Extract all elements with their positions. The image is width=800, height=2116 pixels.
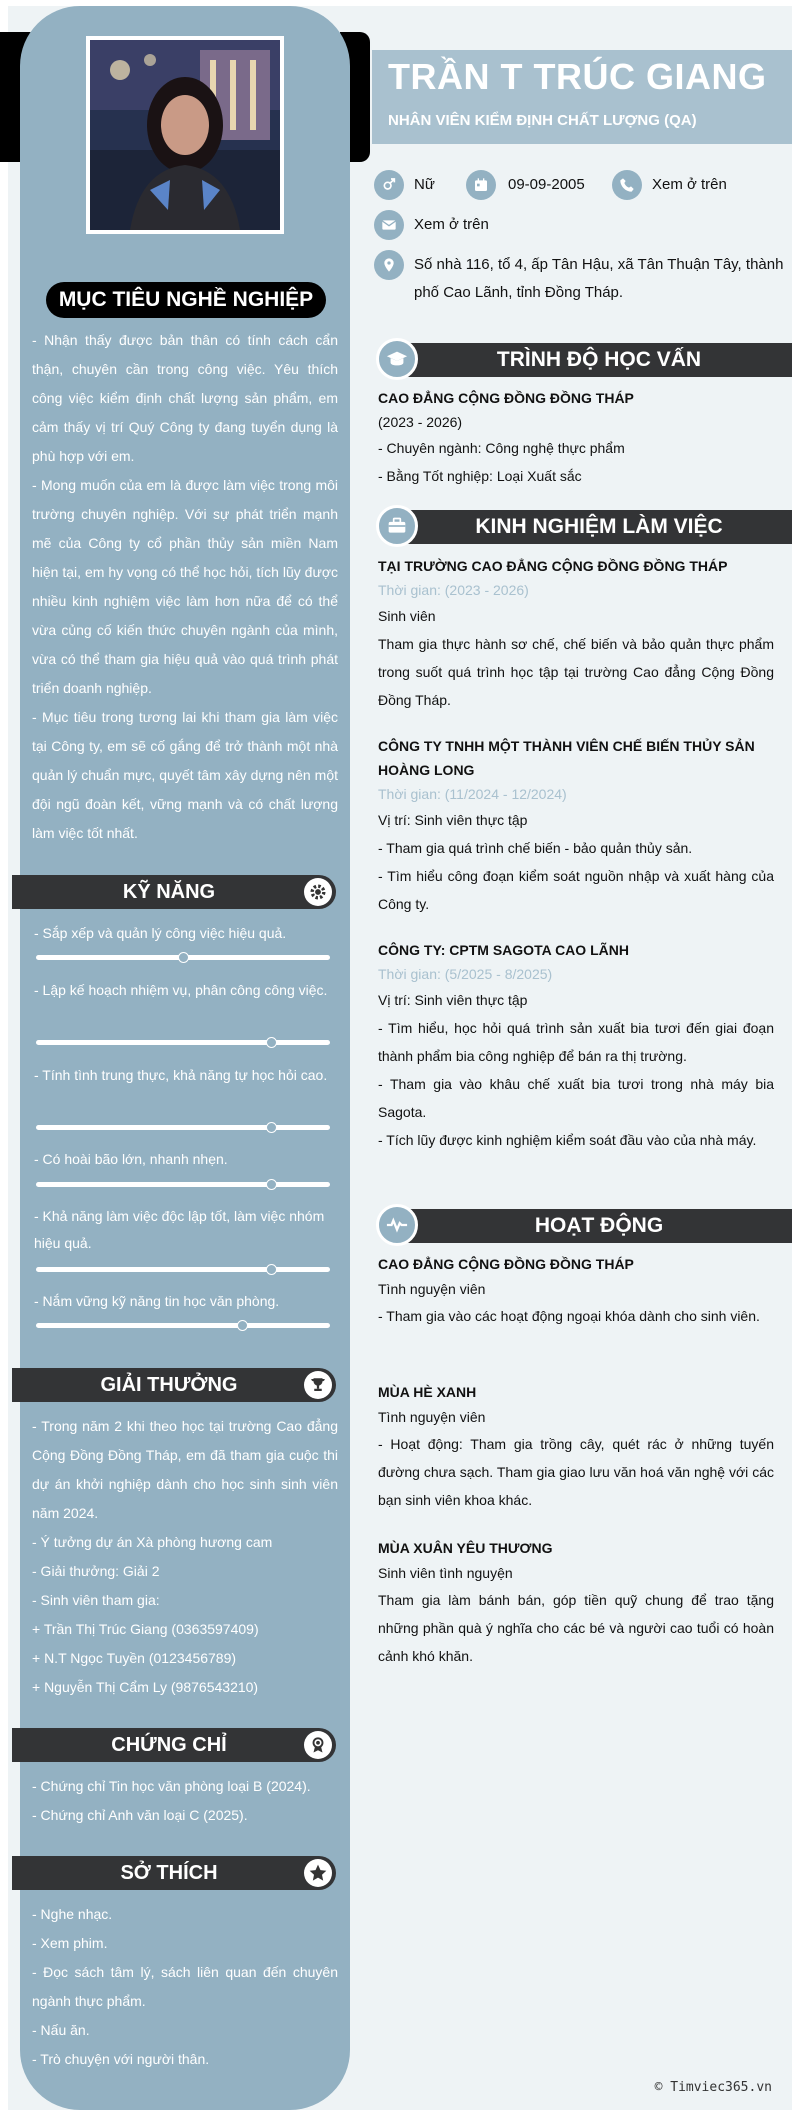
gender-icon [374,170,404,200]
experience-header [376,505,794,545]
pulse-icon [376,1204,418,1246]
job-detail: - Tìm hiểu, học hỏi quá trình sản xuất bia tươi đến giai đoạn thành phẩm bia công nghiệp để bán ra thị trường. [378,1020,774,1064]
experience-job [378,938,774,1154]
activity-role: Tình nguyện viên [378,1409,486,1425]
objective-paragraph: - Nhận thấy được bản thân có tính cách cẩn thận, chuyên cần trong công việc. Yêu thích công việc kiểm định chất lượng sản phẩm, em cảm thấy vị trí Quý Công ty đang tuyển dụng là phù hợp với em. [32,332,338,464]
job-detail: - Tích lũy được kinh nghiệm kiểm soát đầu vào của nhà máy. [378,1132,757,1148]
activities-header [376,1204,794,1244]
calendar-icon [466,170,496,200]
skill-bar [36,1182,330,1187]
gear-icon [304,878,332,906]
activity-details: - Hoạt động: Tham gia trồng cây, quét rác ở những tuyến đường chưa sạch. Tham gia giao lưu văn hoá văn nghệ với các bạn sinh viên khoa khác. [378,1436,774,1508]
job-company: TẠI TRƯỜNG CAO ĐẲNG CỘNG ĐỒNG ĐỒNG THÁP [378,558,728,574]
education-school: CAO ĐẲNG CỘNG ĐỒNG ĐỒNG THÁP [378,390,634,406]
medal-icon [304,1731,332,1759]
gender-text: Nữ [414,176,435,193]
hobbies-text [32,1900,338,2074]
hobby-line: - Nấu ăn. [32,2022,90,2038]
activities-title: HOẠT ĐỘNG [406,1209,792,1243]
awards-line: + Nguyễn Thị Cẩm Ly (9876543210) [32,1679,259,1695]
hobby-line: - Xem phim. [32,1935,108,1951]
certificates-title: CHỨNG CHỈ [111,1733,227,1756]
education-degree: - Bằng Tốt nghiệp: Loại Xuất sắc [378,468,582,484]
activity-details: - Tham gia vào các hoạt động ngoại khóa dành cho sinh viên. [378,1308,760,1324]
job-time: Thời gian: (5/2025 - 8/2025) [378,966,553,982]
awards-line: + N.T Ngọc Tuyền (0123456789) [32,1650,237,1666]
education-header [376,338,794,378]
skill-label: - Tính tình trung thực, khả năng tự học hỏi cao. [34,1067,328,1083]
skill-label: - Lập kế hoạch nhiệm vụ, phân công công việc. [34,982,328,998]
education-years: (2023 - 2026) [378,414,463,430]
skill-level-knob [237,1320,248,1331]
activity-item [378,1536,774,1670]
awards-text [32,1412,338,1702]
awards-header [12,1368,336,1402]
education-major: - Chuyên ngành: Công nghệ thực phẩm [378,440,625,456]
candidate-position: NHÂN VIÊN KIỂM ĐỊNH CHẤT LƯỢNG (QA) [388,112,697,129]
job-role: Vị trí: Sinh viên thực tập [378,812,528,828]
address-text [414,251,784,307]
hobby-line: - Trò chuyện với người thân. [32,2051,210,2067]
address-line: Số nhà 116, tổ 4, ấp Tân Hậu, xã Tân Thuận Tây, thành [414,256,784,273]
awards-title: GIẢI THƯỞNG [100,1373,238,1396]
graduation-cap-icon [376,338,418,380]
birthdate-text: 09-09-2005 [508,176,585,193]
job-time: Thời gian: (2023 - 2026) [378,582,529,598]
experience-job [378,554,774,714]
activity-name: CAO ĐẲNG CỘNG ĐỒNG ĐỒNG THÁP [378,1256,634,1272]
skill-bar [36,1267,330,1272]
awards-line: - Trong năm 2 khi theo học tại trường Cao đẳng Cộng Đồng Đồng Tháp, em đã tham gia cuộc thi dự án khởi nghiệp dành cho học sinh sinh viên năm 2024. [32,1418,338,1521]
certificates-text [32,1772,338,1830]
star-icon [304,1859,332,1887]
skill-label: - Có hoài bão lớn, nhanh nhẹn. [34,1151,228,1167]
job-detail: - Tham gia quá trình chế biến - bảo quản thủy sản. [378,840,693,856]
experience-title: KINH NGHIỆM LÀM VIỆC [406,510,792,544]
hobby-line: - Nghe nhạc. [32,1906,113,1922]
job-detail: Tham gia thực hành sơ chế, chế biến và bảo quản thực phẩm trong suốt quá trình học tập tại trường Cao đẳng Cộng Đồng Đồng Tháp. [378,636,774,708]
skills-header [12,875,336,909]
skill-bar [36,1040,330,1045]
activity-name: MÙA HÈ XANH [378,1384,477,1400]
job-role: Vị trí: Sinh viên thực tập [378,992,528,1008]
profile-photo [86,36,284,234]
job-detail: - Tham gia vào khâu chế xuất bia tươi trong nhà máy bia Sagota. [378,1076,774,1120]
activity-role: Tình nguyện viên [378,1281,486,1297]
skill-bar [36,1323,330,1328]
skill-bar [36,1125,330,1130]
activity-details: Tham gia làm bánh bán, góp tiền quỹ chung để trao tặng những phần quà ý nghĩa cho các bé và người cao tuổi có hoàn cảnh khó khăn. [378,1592,774,1664]
job-role: Sinh viên [378,608,436,624]
footer-credit: © Timviec365.vn [654,2080,772,2095]
skill-label: - Nắm vững kỹ năng tin học văn phòng. [34,1293,280,1309]
certificates-header [12,1728,336,1762]
skills-title: KỸ NĂNG [122,880,216,903]
activity-role: Sinh viên tình nguyện [378,1565,513,1581]
skill-bar [36,955,330,960]
education-title: TRÌNH ĐỘ HỌC VẤN [406,343,792,377]
address-line: phố Cao Lãnh, tỉnh Đồng Tháp. [414,284,624,301]
location-icon [374,250,404,280]
skill-label: - Khả năng làm việc độc lập tốt, làm việc nhóm hiệu quả. [34,1208,325,1251]
briefcase-icon [376,505,418,547]
certificate-line: - Chứng chỉ Tin học văn phòng loại B (2024). [32,1778,311,1794]
objective-title: MỤC TIÊU NGHỀ NGHIỆP [46,282,326,318]
objective-paragraph: - Mong muốn của em là được làm việc trong môi trường chuyên nghiệp. Với sự phát triển mạnh mẽ của Công ty cổ phần thủy sản miền Nam hiện tại, em hy vọng có thể học hỏi, tích lũy được nhiều kinh nghiệm việc làm hơn nữa để có thể vừa củng cố kiến thức chuyên ngành của mình, vừa có thể tham gia hiệu quả vào quá trình phát triển doanh nghiệp. [32,477,338,696]
job-company: CÔNG TY: CPTM SAGOTA CAO LÃNH [378,942,629,958]
phone-text: Xem ở trên [652,176,727,193]
activity-name: MÙA XUÂN YÊU THƯƠNG [378,1540,553,1556]
education-block [378,386,774,490]
job-company: CÔNG TY TNHH MỘT THÀNH VIÊN CHẾ BIẾN THỦY SẢN HOÀNG LONG [378,738,755,778]
skill-label: - Sắp xếp và quản lý công việc hiệu quả. [34,925,287,941]
phone-icon [612,170,642,200]
email-text: Xem ở trên [414,216,489,233]
hobbies-title: SỞ THÍCH [120,1861,218,1884]
email-icon [374,210,404,240]
trophy-icon [304,1371,332,1399]
hobby-line: - Đọc sách tâm lý, sách liên quan đến chuyên ngành thực phẩm. [32,1964,338,2009]
awards-line: - Sinh viên tham gia: [32,1592,160,1608]
objective-paragraph: - Mục tiêu trong tương lai khi tham gia làm việc tại Công ty, em sẽ cố gắng để trở thành một nhà quản lý chuẩn mực, quyết tâm xây dựng nên một đội ngũ đoàn kết, vững mạnh và có chất lượng làm việc tốt nhất. [32,709,338,841]
job-detail: - Tìm hiểu công đoạn kiểm soát nguồn nhập và xuất hàng của Công ty. [378,868,774,912]
activity-item [378,1380,774,1514]
awards-line: - Giải thưởng: Giải 2 [32,1563,160,1579]
hobbies-header [12,1856,336,1890]
experience-job [378,734,774,918]
activity-item [378,1252,774,1330]
awards-line: - Ý tưởng dự án Xà phòng hương cam [32,1534,273,1550]
skill-level-knob [178,952,189,963]
job-time: Thời gian: (11/2024 - 12/2024) [378,786,567,802]
objective-text [32,326,338,848]
awards-line: + Trần Thị Trúc Giang (0363597409) [32,1621,259,1637]
candidate-name: TRẦN T TRÚC GIANG [388,56,767,97]
certificate-line: - Chứng chỉ Anh văn loại C (2025). [32,1807,248,1823]
